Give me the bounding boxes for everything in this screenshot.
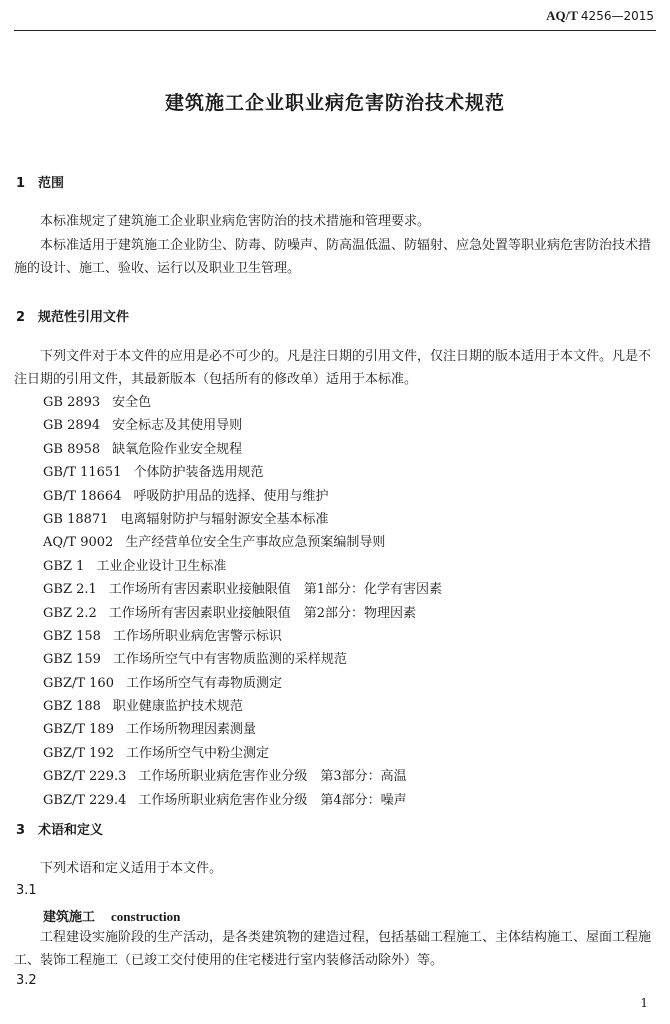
reference-title: 缺氧危险作业安全规程 xyxy=(112,441,243,457)
reference-title: 工作场所职业病危害作业分级 第3部分：高温 xyxy=(138,769,407,785)
reference-title: 工作场所物理因素测量 xyxy=(125,722,256,738)
reference-code: GBZ 158 xyxy=(43,628,101,644)
header-rule xyxy=(14,30,656,31)
section-number: 3 xyxy=(16,823,26,838)
section-3-intro: 下列术语和定义适用于本文件。 xyxy=(40,861,223,876)
section-2-heading xyxy=(16,306,129,325)
reference-code: GBZ 188 xyxy=(43,699,101,715)
clause-3-2-number: 3.2 xyxy=(16,973,37,988)
reference-title: 工作场所职业病危害警示标识 xyxy=(112,628,282,644)
clause-3-1-number: 3.1 xyxy=(16,883,37,898)
reference-title: 呼吸防护用品的选择、使用与维护 xyxy=(133,488,329,504)
reference-title: 工业企业设计卫生标准 xyxy=(96,558,227,574)
reference-title: 工作场所空气有毒物质测定 xyxy=(125,675,282,691)
document-title: 建筑施工企业职业病危害防治技术规范 xyxy=(164,92,505,114)
reference-item xyxy=(43,765,442,788)
reference-code: GB 18871 xyxy=(43,511,109,527)
reference-item xyxy=(43,789,442,812)
reference-item xyxy=(43,414,442,437)
standard-code-number: 4256—2015 xyxy=(580,9,654,23)
reference-code: GBZ/T 160 xyxy=(43,675,114,691)
reference-title: 安全标志及其使用导则 xyxy=(112,418,243,434)
reference-code: GBZ 159 xyxy=(43,652,101,668)
reference-item xyxy=(43,531,442,554)
reference-item xyxy=(43,695,442,718)
section-1-paragraph-1: 本标准规定了建筑施工企业职业病危害防治的技术措施和管理要求。 xyxy=(40,214,431,229)
reference-code: GB 2893 xyxy=(43,395,101,410)
reference-item xyxy=(43,672,442,695)
reference-item xyxy=(43,718,442,741)
reference-title: 工作场所空气中有害物质监测的采样规范 xyxy=(112,652,347,668)
reference-item xyxy=(43,742,442,765)
reference-code: GBZ/T 229.3 xyxy=(43,769,127,785)
reference-title: 个体防护装备选用规范 xyxy=(133,465,264,481)
term-english: construction xyxy=(111,909,181,924)
reference-item xyxy=(43,485,442,508)
reference-list xyxy=(43,391,442,812)
section-number: 1 xyxy=(16,176,26,191)
reference-title: 工作场所有害因素职业接触限值 第2部分：物理因素 xyxy=(108,605,417,621)
reference-title: 电离辐射防护与辐射源安全基本标准 xyxy=(120,511,329,527)
standard-code-prefix: AQ/T xyxy=(546,8,578,23)
reference-item xyxy=(43,602,442,625)
term-definition: 工程建设实施阶段的生产活动，是各类建筑物的建造过程，包括基础工程施工、主体结构施工、屋面工程施工、装饰工程施工（已竣工交付使用的住宅楼进行室内装修活动除外）等。 xyxy=(14,930,652,968)
reference-item xyxy=(43,578,442,601)
section-3-heading xyxy=(16,819,103,838)
section-2-intro: 下列文件对于本文件的应用是必不可少的。凡是注日期的引用文件，仅注日期的版本适用于本文件。凡是不注日期的引用文件，其最新版本（包括所有的修改单）适用于本标准。 xyxy=(14,349,652,387)
reference-item xyxy=(43,461,442,484)
reference-code: GB 8958 xyxy=(43,441,101,457)
reference-code: GBZ 1 xyxy=(43,558,85,574)
reference-code: GBZ 2.1 xyxy=(43,582,97,598)
reference-title: 工作场所职业病危害作业分级 第4部分：噪声 xyxy=(138,792,407,808)
page-number: 1 xyxy=(640,996,648,1010)
term-chinese: 建筑施工 xyxy=(43,910,96,925)
reference-item xyxy=(43,648,442,671)
reference-code: GB 2894 xyxy=(43,418,101,434)
reference-code: GBZ/T 229.4 xyxy=(43,792,127,808)
section-number: 2 xyxy=(16,310,26,325)
section-title: 术语和定义 xyxy=(38,823,104,838)
reference-title: 职业健康监护技术规范 xyxy=(112,699,243,715)
reference-code: AQ/T 9002 xyxy=(43,535,114,551)
section-1-heading xyxy=(16,172,64,191)
reference-code: GB/T 18664 xyxy=(43,488,122,504)
term-entry xyxy=(43,906,180,925)
reference-title: 工作场所有害因素职业接触限值 第1部分：化学有害因素 xyxy=(108,582,443,598)
reference-item xyxy=(43,625,442,648)
standard-code xyxy=(546,8,654,24)
reference-item xyxy=(43,438,442,461)
reference-code: GBZ/T 192 xyxy=(43,745,114,761)
reference-title: 工作场所空气中粉尘测定 xyxy=(125,745,269,761)
reference-item xyxy=(43,391,442,414)
section-title: 范围 xyxy=(38,176,65,191)
reference-title: 安全色 xyxy=(112,395,152,410)
reference-title: 生产经营单位安全生产事故应急预案编制导则 xyxy=(125,535,386,551)
section-1-paragraph-2: 本标准适用于建筑施工企业防尘、防毒、防噪声、防高温低温、防辐射、应急处置等职业病危害防治技术措施的设计、施工、验收、运行以及职业卫生管理。 xyxy=(14,238,652,276)
reference-code: GBZ/T 189 xyxy=(43,722,114,738)
reference-item xyxy=(43,555,442,578)
reference-item xyxy=(43,508,442,531)
reference-code: GB/T 11651 xyxy=(43,465,122,481)
reference-code: GBZ 2.2 xyxy=(43,605,97,621)
section-title: 规范性引用文件 xyxy=(38,310,130,325)
